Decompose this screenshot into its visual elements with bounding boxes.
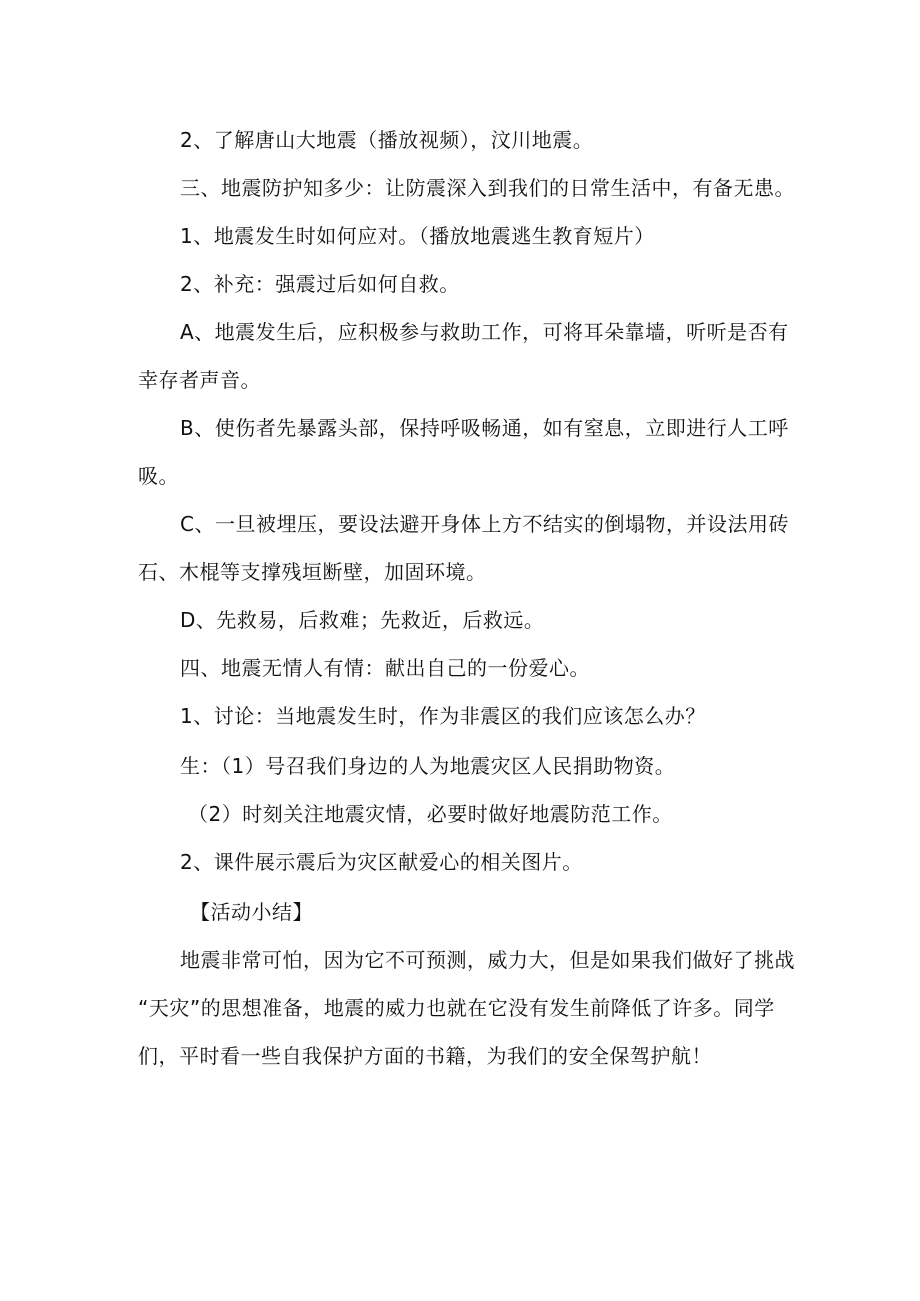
text-line-4: 2、补充：强震过后如何自救。 (180, 272, 460, 296)
text-line-11: D、先救易，后救难；先救近，后救远。 (180, 608, 545, 632)
text-line-19: “天灾”的思想准备，地震的威力也就在它没有发生前降低了许多。同学 (138, 996, 775, 1020)
text-line-18: 地震非常可怕，因为它不可预测，威力大，但是如果我们做好了挑战 (180, 948, 795, 972)
text-line-13: 1、讨论：当地震发生时，作为非震区的我们应该怎么办？ (180, 704, 706, 728)
text-line-12: 四、地震无情人有情：献出自己的一份爱心。 (180, 656, 590, 680)
text-line-1: 2、了解唐山大地震（播放视频），汶川地震。 (180, 128, 594, 152)
text-line-7: B、使伤者先暴露头部，保持呼吸畅通，如有窒息，立即进行人工呼 (180, 416, 789, 440)
text-line-2: 三、地震防护知多少：让防震深入到我们的日常生活中，有备无患。 (180, 176, 795, 200)
text-line-9: C、一旦被埋压，要设法避开身体上方不结实的倒塌物，并设法用砖 (180, 512, 789, 536)
text-line-10: 石、木棍等支撑残垣断壁，加固环境。 (138, 560, 487, 584)
text-line-8: 吸。 (138, 464, 179, 488)
text-line-5: A、地震发生后，应积极参与救助工作，可将耳朵靠墙，听听是否有 (180, 320, 789, 344)
text-line-16: 2、课件展示震后为灾区献爱心的相关图片。 (180, 850, 583, 874)
text-line-15: （2）时刻关注地震灾情，必要时做好地震防范工作。 (188, 802, 673, 826)
text-line-20: 们，平时看一些自我保护方面的书籍，为我们的安全保驾护航！ (138, 1044, 712, 1068)
text-line-14: 生：（1）号召我们身边的人为地震灾区人民捐助物资。 (180, 754, 676, 778)
text-line-17: 【活动小结】 (190, 900, 313, 924)
text-line-6: 幸存者声音。 (138, 368, 261, 392)
text-line-3: 1、地震发生时如何应对。（播放地震逃生教育短片） (180, 224, 655, 248)
